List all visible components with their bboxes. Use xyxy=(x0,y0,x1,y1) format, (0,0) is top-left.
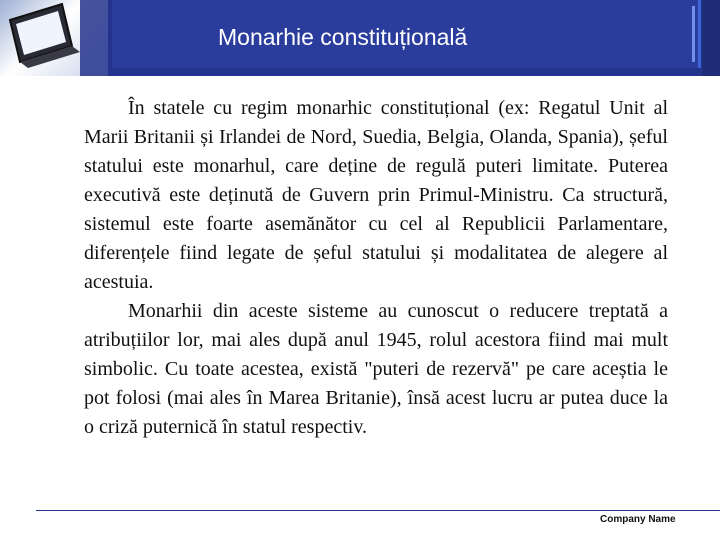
computer-monitor-icon xyxy=(0,0,108,76)
paragraph-2: Monarhii din aceste sisteme au cunoscut o reducere treptată a atribuțiilor lor, mai ales după anul 1945, rolul acestora fiind mai mult simbolic. Cu toate acestea, există "puteri de rezervă" pe care aceștia le pot folosi (mai ales în Marea Britanie), însă acest lucru ar putea duce la o criză puternică în statul respectiv. xyxy=(84,300,668,438)
footer-divider xyxy=(36,510,720,511)
paragraph-1: În statele cu regim monarhic constituțional (ex: Regatul Unit al Marii Britanii și Irlandei de Nord, Suedia, Belgia, Olanda, Spania), șeful statului este monarhul, care deține de regulă puteri limitate. Puterea executivă este deținută de Guvern prin Primul-Ministru. Ca structură, sistemul este foarte asemănător cu cel al Republicii Parlamentare, diferențele fiind legate de șeful statului și modalitatea de alegere al acestuia. xyxy=(84,97,668,293)
logo xyxy=(0,0,108,76)
company-name: Company Name xyxy=(600,514,676,525)
body-text xyxy=(84,94,668,442)
page-title: Monarhie constituțională xyxy=(218,24,468,50)
header-accent-line xyxy=(692,6,695,62)
header-right-strip xyxy=(702,0,720,76)
